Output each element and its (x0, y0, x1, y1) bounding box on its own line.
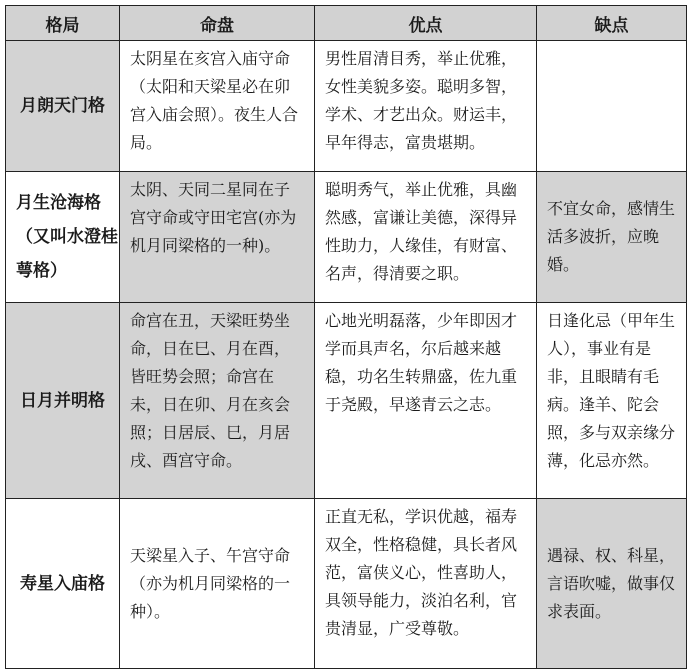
table-row (6, 172, 687, 303)
patterns-table (5, 5, 687, 669)
chart-cell: 命宫在丑，天梁旺势坐命，日在巳、月在酉，皆旺势会照；命宫在未，日在卯、月在亥会照；日居辰、巳，月居戌、酉宫守命。 (120, 303, 315, 499)
pattern-name: 寿星入庙格 (6, 499, 120, 669)
pattern-name: 月生沧海格（又叫水澄桂萼格） (6, 172, 120, 303)
pattern-name: 月朗天门格 (6, 41, 120, 172)
header-pattern: 格局 (6, 6, 120, 41)
cons-cell: 日逢化忌（甲年生人），事业有是非，且眼睛有毛病。逢羊、陀会照，多与双亲缘分薄，化忌亦然。 (537, 303, 687, 499)
pattern-name: 日月并明格 (6, 303, 120, 499)
table-row (6, 499, 687, 669)
table-row (6, 303, 687, 499)
pros-cell: 聪明秀气，举止优雅，具幽然感，富谦让美德，深得异性助力，人缘佳，有财富、名声，得清要之职。 (315, 172, 537, 303)
pros-cell: 男性眉清目秀，举止优雅，女性美貌多姿。聪明多智，学术、才艺出众。财运丰，早年得志，富贵堪期。 (315, 41, 537, 172)
pros-cell: 心地光明磊落，少年即因才学而具声名，尔后越来越稳，功名生转鼎盛，佐九重于尧殿，早遂青云之志。 (315, 303, 537, 499)
header-row (6, 6, 687, 41)
cons-cell (537, 41, 687, 172)
chart-cell: 太阴星在亥宫入庙守命（太阳和天梁星必在卯宫入庙会照）。夜生人合局。 (120, 41, 315, 172)
header-chart: 命盘 (120, 6, 315, 41)
header-cons: 缺点 (537, 6, 687, 41)
cons-cell: 遇禄、权、科星，言语吹嘘，做事仅求表面。 (537, 499, 687, 669)
chart-cell: 天梁星入子、午宫守命（亦为机月同梁格的一种）。 (120, 499, 315, 669)
header-pros: 优点 (315, 6, 537, 41)
table-row (6, 41, 687, 172)
chart-cell: 太阴、天同二星同在子宫守命或守田宅宫(亦为机月同梁格的一种)。 (120, 172, 315, 303)
cons-cell: 不宜女命，感情生活多波折，应晚婚。 (537, 172, 687, 303)
pros-cell: 正直无私，学识优越，福寿双全，性格稳健，具长者风范，富侠义心，性喜助人，具领导能力，淡泊名利，官贵清显，广受尊敬。 (315, 499, 537, 669)
